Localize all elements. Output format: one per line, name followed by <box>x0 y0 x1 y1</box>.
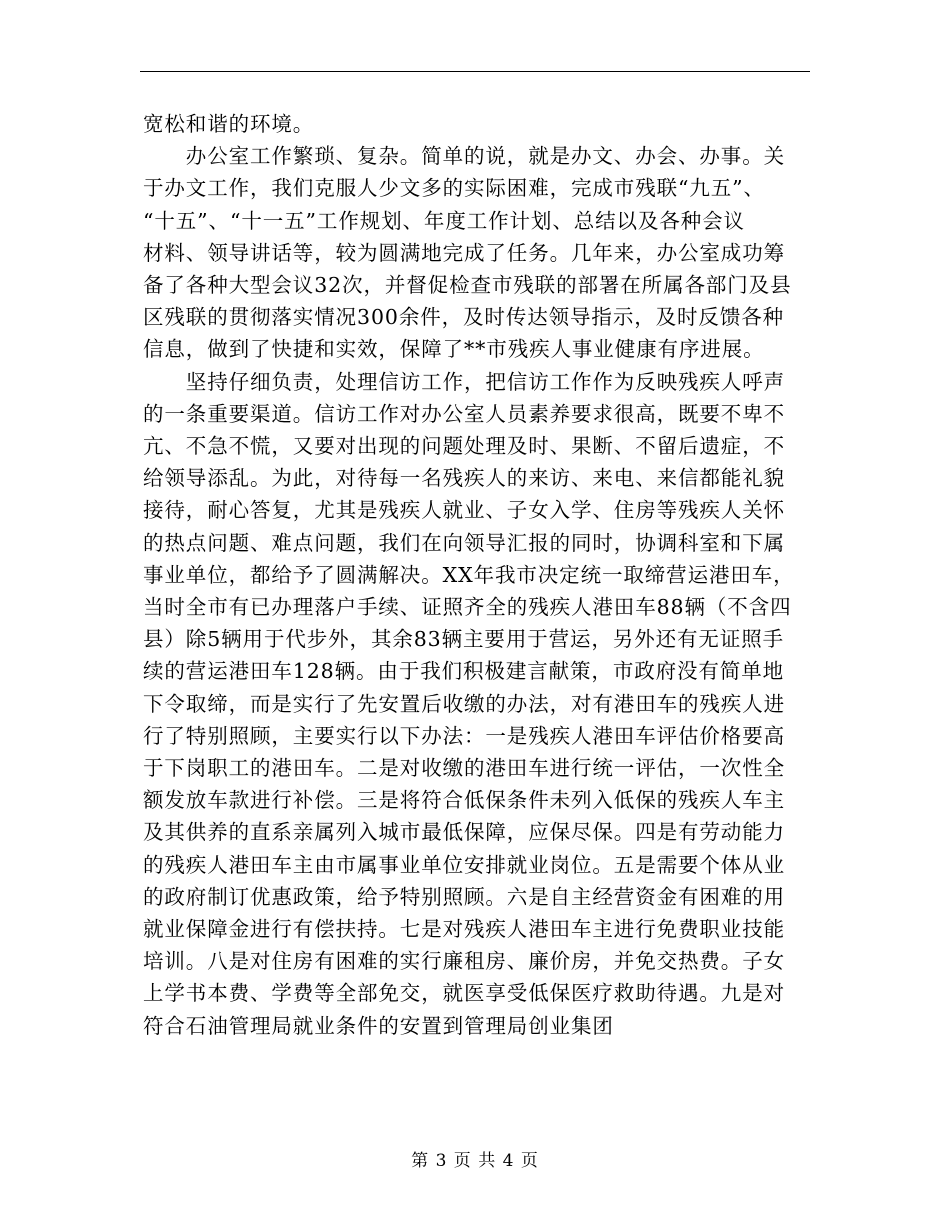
text-line: 下令取缔，而是实行了先安置后收缴的办法，对有港田车的残疾人进 <box>143 691 785 716</box>
text-line: 材料、领导讲话等，较为圆满地完成了任务。几年来，办公室成功筹 <box>143 240 785 265</box>
text-line: 给领导添乱。为此，对待每一名残疾人的来访、来电、来信都能礼貌 <box>143 466 785 491</box>
page-footer: 第 3 页 共 4 页 <box>411 1151 539 1171</box>
text-line: 的残疾人港田车主由市属事业单位安排就业岗位。五是需要个体从业 <box>143 852 785 877</box>
text-line: 接待，耐心答复，尤其是残疾人就业、子女入学、住房等残疾人关怀 <box>143 498 785 523</box>
text-line: 于下岗职工的港田车。二是对收缴的港田车进行统一评估，一次性全 <box>143 756 785 781</box>
text-line: 信息，做到了快捷和实效，保障了**市残疾人事业健康有序进展。 <box>143 337 765 362</box>
text-line: 宽松和谐的环境。 <box>143 112 315 136</box>
text-line: 办公室工作繁琐、复杂。简单的说，就是办文、办会、办事。关 <box>143 144 785 169</box>
text-line: 行了特别照顾，主要实行以下办法：一是残疾人港田车评估价格要高 <box>143 723 785 748</box>
text-line: 亢、不急不慌，又要对出现的问题处理及时、果断、不留后遗症，不 <box>143 434 785 459</box>
text-line: 的政府制订优惠政策，给予特别照顾。六是自主经营资金有困难的用 <box>143 884 785 909</box>
text-line: 的一条重要渠道。信访工作对办公室人员素养要求很高，既要不卑不 <box>143 401 785 426</box>
text-line: 于办文工作，我们克服人少文多的实际困难，完成市残联“九五”、 <box>143 176 765 201</box>
text-line: 及其供养的直系亲属列入城市最低保障，应保尽保。四是有劳动能力 <box>143 820 785 845</box>
text-line: 额发放车款进行补偿。三是将符合低保条件未列入低保的残疾人车主 <box>143 788 785 813</box>
text-line: 当时全市有已办理落户手续、证照齐全的残疾人港田车88辆（不含四 <box>143 595 792 620</box>
text-line: 上学书本费、学费等全部免交，就医享受低保医疗救助待遇。九是对 <box>143 981 785 1006</box>
text-line: 的热点问题、难点问题，我们在向领导汇报的同时，协调科室和下属 <box>143 530 785 555</box>
text-line: “十五”、“十一五”工作规划、年度工作计划、总结以及各种会议 <box>143 208 745 233</box>
text-line: 坚持仔细负责，处理信访工作，把信访工作作为反映残疾人呼声 <box>143 369 785 394</box>
text-line: 区残联的贯彻落实情况300余件，及时传达领导指示，及时反馈各种 <box>143 305 785 330</box>
text-line: 符合石油管理局就业条件的安置到管理局创业集团 <box>143 1013 614 1038</box>
body-text <box>143 108 811 1042</box>
text-line: 县）除5辆用于代步外，其余83辆主要用于营运，另外还有无证照手 <box>143 627 785 652</box>
text-line: 事业单位，都给予了圆满解决。XX年我市决定统一取缔营运港田车， <box>143 562 795 587</box>
text-line: 备了各种大型会议32次，并督促检查市残联的部署在所属各部门及县 <box>143 273 792 298</box>
header-rule <box>140 71 810 72</box>
text-line: 培训。八是对住房有困难的实行廉租房、廉价房，并免交热费。子女 <box>143 949 785 974</box>
text-line: 就业保障金进行有偿扶持。七是对残疾人港田车主进行免费职业技能 <box>143 917 785 942</box>
text-line: 续的营运港田车128辆。由于我们积极建言献策，市政府没有简单地 <box>143 659 785 684</box>
